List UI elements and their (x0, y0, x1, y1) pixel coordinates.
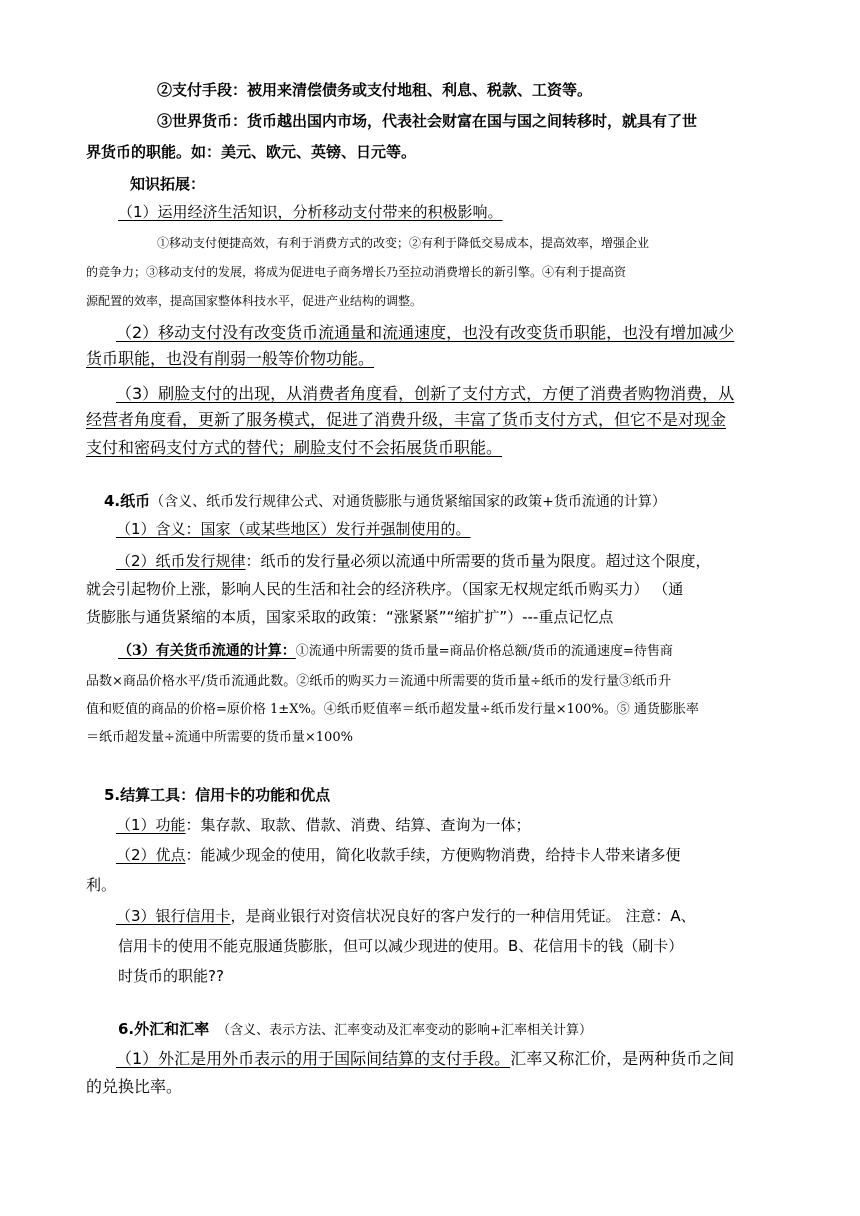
extension-item-1-body: 源配置的效率，提高国家整体科技水平，促进产业结构的调整。 (86, 294, 423, 308)
section-4-heading (104, 490, 666, 511)
extension-item-3: （3）刷脸支付的出现，从消费者角度看，创新了支付方式，方便了消费者购物消费，从 (116, 384, 735, 403)
section-4-item-3-cont: ＝纸币超发量÷流通中所需要的货币量×100% (86, 730, 353, 745)
section-6-item-1-underlined: （1）外汇是用外币表示的用于国际间结算的支付手段。 (116, 1049, 511, 1068)
section-6-note: （含义、表示方法、汇率变动及汇率变动的影响+汇率相关计算） (217, 1023, 593, 1038)
section-5-item-2-cont: 利。 (86, 876, 117, 894)
section-4-item-3-text: ①流通中所需要的货币量=商品价格总额/货币的流通速度=待售商 (295, 644, 673, 659)
extension-item-1-body: ①移动支付便捷高效，有利于消费方式的改变；②有利于降低交易成本，提高效率，增强企业 (157, 236, 650, 250)
section-5-item-3-cont: 信用卡的使用不能克服通货膨胀，但可以减少现进的使用。B、花信用卡的钱（刷卡） (118, 937, 684, 955)
section-5-item-3-cont: 时货币的职能?? (118, 967, 224, 985)
section-5-item-3-label: （3）银行信用卡 (116, 907, 231, 925)
section-6-item-1-cont: 的兑换比率。 (86, 1077, 183, 1096)
section-4-item-2-cont: 就会引起物价上涨，影响人民的生活和社会的经济秩序。（国家无权规定纸币购买力） （通 (86, 580, 684, 598)
section-5-item-2-text: ：能减少现金的使用，简化收款手续，方便购物消费，给持卡人带来诸多便 (185, 846, 681, 864)
section-6-heading (118, 1018, 592, 1039)
extension-item-2-cont: 货币职能，也没有削弱一般等价物功能。 (86, 349, 375, 368)
section-5-item-1-label: （1）功能 (116, 816, 186, 834)
section-4-item-3 (118, 640, 673, 660)
extension-item-1-body: 的竞争力；③移动支付的发展，将成为促进电子商务增长乃至拉动消费增长的新引擎。④有利于提高资 (86, 265, 627, 279)
section-5-item-1-text: ：集存款、取款、借款、消费、结算、查询为一体； (185, 816, 531, 834)
section-4-item-2-label: （2）纸币发行规律 (116, 552, 246, 570)
section-4-item-3-label: （3）有关货币流通的计算： (118, 643, 296, 659)
section-6-title: 6.外汇和汇率 (118, 1020, 210, 1038)
section-5-item-2-label: （2）优点 (116, 846, 186, 864)
section-6-item-1 (116, 1046, 734, 1069)
section-4-item-2-cont: 货膨胀与通货紧缩的本质，国家采取的政策：“涨紧紧”“缩扩扩”）---重点记忆点 (86, 608, 614, 626)
section-5-item-2 (116, 844, 681, 865)
section-4-title: 4.纸币 (104, 492, 151, 510)
section-4-item-3-cont: 品数×商品价格水平/货币流通此数。②纸币的购买力＝流通中所需要的货币量÷纸币的发行量③纸币升 (86, 674, 672, 689)
extension-item-3-cont: 经营者角度看，更新了服务模式，促进了消费升级，丰富了货币支付方式，但它不是对现金 (86, 410, 727, 429)
section-5-item-3 (116, 905, 696, 926)
paragraph-world-currency-cont: 界货币的职能。如：美元、欧元、英镑、日元等。 (86, 143, 417, 161)
section-4-item-2 (116, 550, 711, 571)
section-4-item-2-text: ：纸币的发行量必须以流通中所需要的货币量为限度。超过这个限度， (245, 552, 711, 570)
section-5-item-1 (116, 814, 531, 835)
section-6-item-1-text: 汇率又称汇价，是两种货币之间 (510, 1049, 735, 1068)
extension-item-3-cont: 支付和密码支付方式的替代；刷脸支付不会拓展货币职能。 (86, 438, 503, 457)
paragraph-payment-means: ②支付手段：被用来清偿债务或支付地租、利息、税款、工资等。 (157, 81, 593, 99)
extension-item-1: （1）运用经济生活知识，分析移动支付带来的积极影响。 (118, 203, 503, 221)
extension-heading: 知识拓展： (130, 175, 206, 193)
section-5-item-3-text: ，是商业银行对资信状况良好的客户发行的一种信用凭证。 注意：A、 (230, 907, 696, 925)
section-4-item-3-cont: 值和贬值的商品的价格=原价格 1±X%。④纸币贬值率＝纸币超发量÷纸币发行量×100%。⑤ 通货膨胀率 (86, 702, 699, 717)
section-4-item-1: （1）含义：国家（或某些地区）发行并强制使用的。 (116, 520, 471, 538)
section-5-title: 5.结算工具：信用卡的功能和优点 (104, 786, 331, 804)
extension-item-2: （2）移动支付没有改变货币流通量和流通速度，也没有改变货币职能，也没有增加减少 (116, 323, 735, 342)
paragraph-world-currency: ③世界货币：货币越出国内市场，代表社会财富在国与国之间转移时，就具有了世 (157, 112, 698, 130)
section-4-note: （含义、纸币发行规律公式、对通货膨胀与通货紧缩国家的政策+货币流通的计算） (150, 494, 666, 510)
